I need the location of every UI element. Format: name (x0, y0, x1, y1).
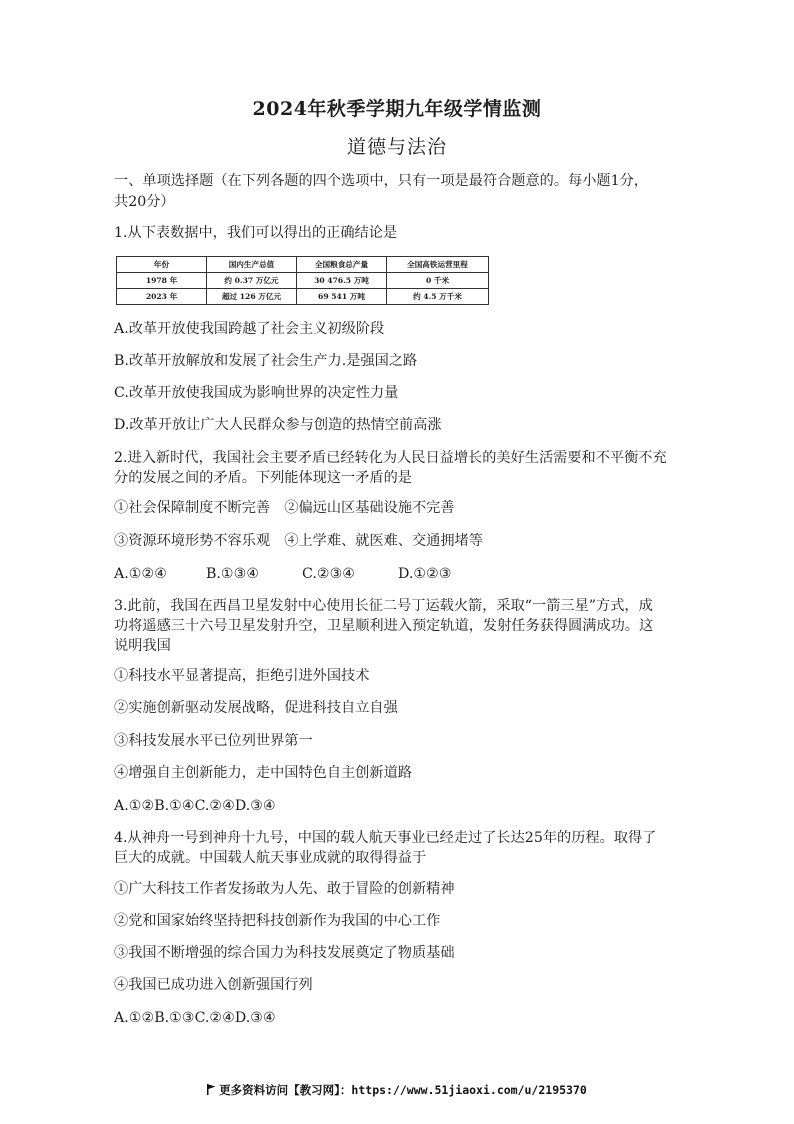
footer (0, 1082, 794, 1098)
q1-option-a: A.改革开放使我国跨越了社会主义初级阶段 (114, 321, 385, 337)
table-row (117, 273, 489, 289)
q2-choice-c: C.②③④ (302, 566, 356, 582)
q4-item-4: ④我国已成功进入创新强国行列 (114, 977, 313, 993)
q2-choice-d: D.①②③ (398, 566, 452, 582)
table-cell: 69 541 万吨 (297, 289, 387, 305)
question-3-stem-cont2: 说明我国 (114, 638, 171, 654)
q2-items-1: ①社会保障制度不断完善 ②偏远山区基础设施不完善 (114, 500, 455, 516)
question-4-stem-cont: 巨大的成就。中国载人航天事业成就的取得得益于 (114, 850, 427, 866)
footer-link[interactable]: 更多资料访问【教习网】：https://www.51jiaoxi.com/u/2195370 (219, 1083, 587, 1097)
q4-item-3: ③我国不断增强的综合国力为科技发展奠定了物质基础 (114, 945, 455, 961)
q4-choices: A.①②B.①③C.②④D.③④ (114, 1010, 276, 1026)
q3-item-3: ③科技发展水平已位列世界第一 (114, 733, 313, 749)
q3-choices: A.①②B.①④C.②④D.③④ (114, 798, 276, 814)
q3-item-4: ④增强自主创新能力，走中国特色自主创新道路 (114, 765, 412, 781)
table-cell: 约 0.37 万亿元 (207, 273, 297, 289)
question-3-stem: 3.此前，我国在西昌卫星发射中心使用长征二号丁运载火箭，采取“一箭三星”方式，成 (114, 598, 653, 614)
table-cell: 0 千米 (387, 273, 489, 289)
page-subtitle: 道德与法治 (346, 136, 447, 158)
question-2-stem: 2.进入新时代，我国社会主要矛盾已经转化为人民日益增长的美好生活需要和不平衡不充 (114, 450, 667, 466)
q3-item-1: ①科技水平显著提高，拒绝引进外国技术 (114, 668, 370, 684)
q3-item-2: ②实施创新驱动发展战略，促进科技自立自强 (114, 700, 398, 716)
q2-items-2: ③资源环境形势不容乐观 ④上学难、就医难、交通拥堵等 (114, 533, 483, 549)
q1-option-c: C.改革开放使我国成为影响世界的决定性力量 (114, 385, 399, 401)
page-title: 2024年秋季学期九年级学情监测 (252, 98, 542, 120)
table-cell: 超过 126 万亿元 (207, 289, 297, 305)
flag-icon (207, 1084, 216, 1095)
table-cell: 30 476.5 万吨 (297, 273, 387, 289)
q2-choice-a: A.①②④ (114, 566, 167, 582)
table-header-cell: 全国高铁运营里程 (387, 257, 489, 273)
table-cell: 约 4.5 万千米 (387, 289, 489, 305)
table-header-cell: 年份 (117, 257, 207, 273)
question-1-stem: 1.从下表数据中，我们可以得出的正确结论是 (114, 225, 398, 241)
question-2-stem-cont: 分的发展之间的矛盾。下列能体现这一矛盾的是 (114, 470, 412, 486)
table-cell: 2023 年 (117, 289, 207, 305)
section-instruction-cont: 共20分） (114, 194, 175, 210)
q4-item-2: ②党和国家始终坚持把科技创新作为我国的中心工作 (114, 913, 441, 929)
q2-choice-b: B.①③④ (206, 566, 260, 582)
section-instruction: 一、单项选择题（在下列各题的四个选项中，只有一项是最符合题意的。每小题1分， (114, 173, 648, 189)
q2-choices (114, 563, 714, 585)
question-3-stem-cont: 功将遥感三十六号卫星发射升空，卫星顺利进入预定轨道，发射任务获得圆满成功。这 (114, 618, 654, 634)
table-cell: 1978 年 (117, 273, 207, 289)
q1-option-d: D.改革开放让广大人民群众参与创造的热情空前高涨 (114, 417, 442, 433)
q1-option-b: B.改革开放解放和发展了社会生产力.是强国之路 (114, 353, 418, 369)
table-header-cell: 国内生产总值 (207, 257, 297, 273)
question-4-stem: 4.从神舟一号到神舟十九号，中国的载人航天事业已经走过了长达25年的历程。取得了 (114, 830, 657, 846)
q4-item-1: ①广大科技工作者发扬敢为人先、敢于冒险的创新精神 (114, 881, 455, 897)
data-table (116, 256, 489, 305)
table-header-row (117, 257, 489, 273)
table-header-cell: 全国粮食总产量 (297, 257, 387, 273)
table-row (117, 289, 489, 305)
